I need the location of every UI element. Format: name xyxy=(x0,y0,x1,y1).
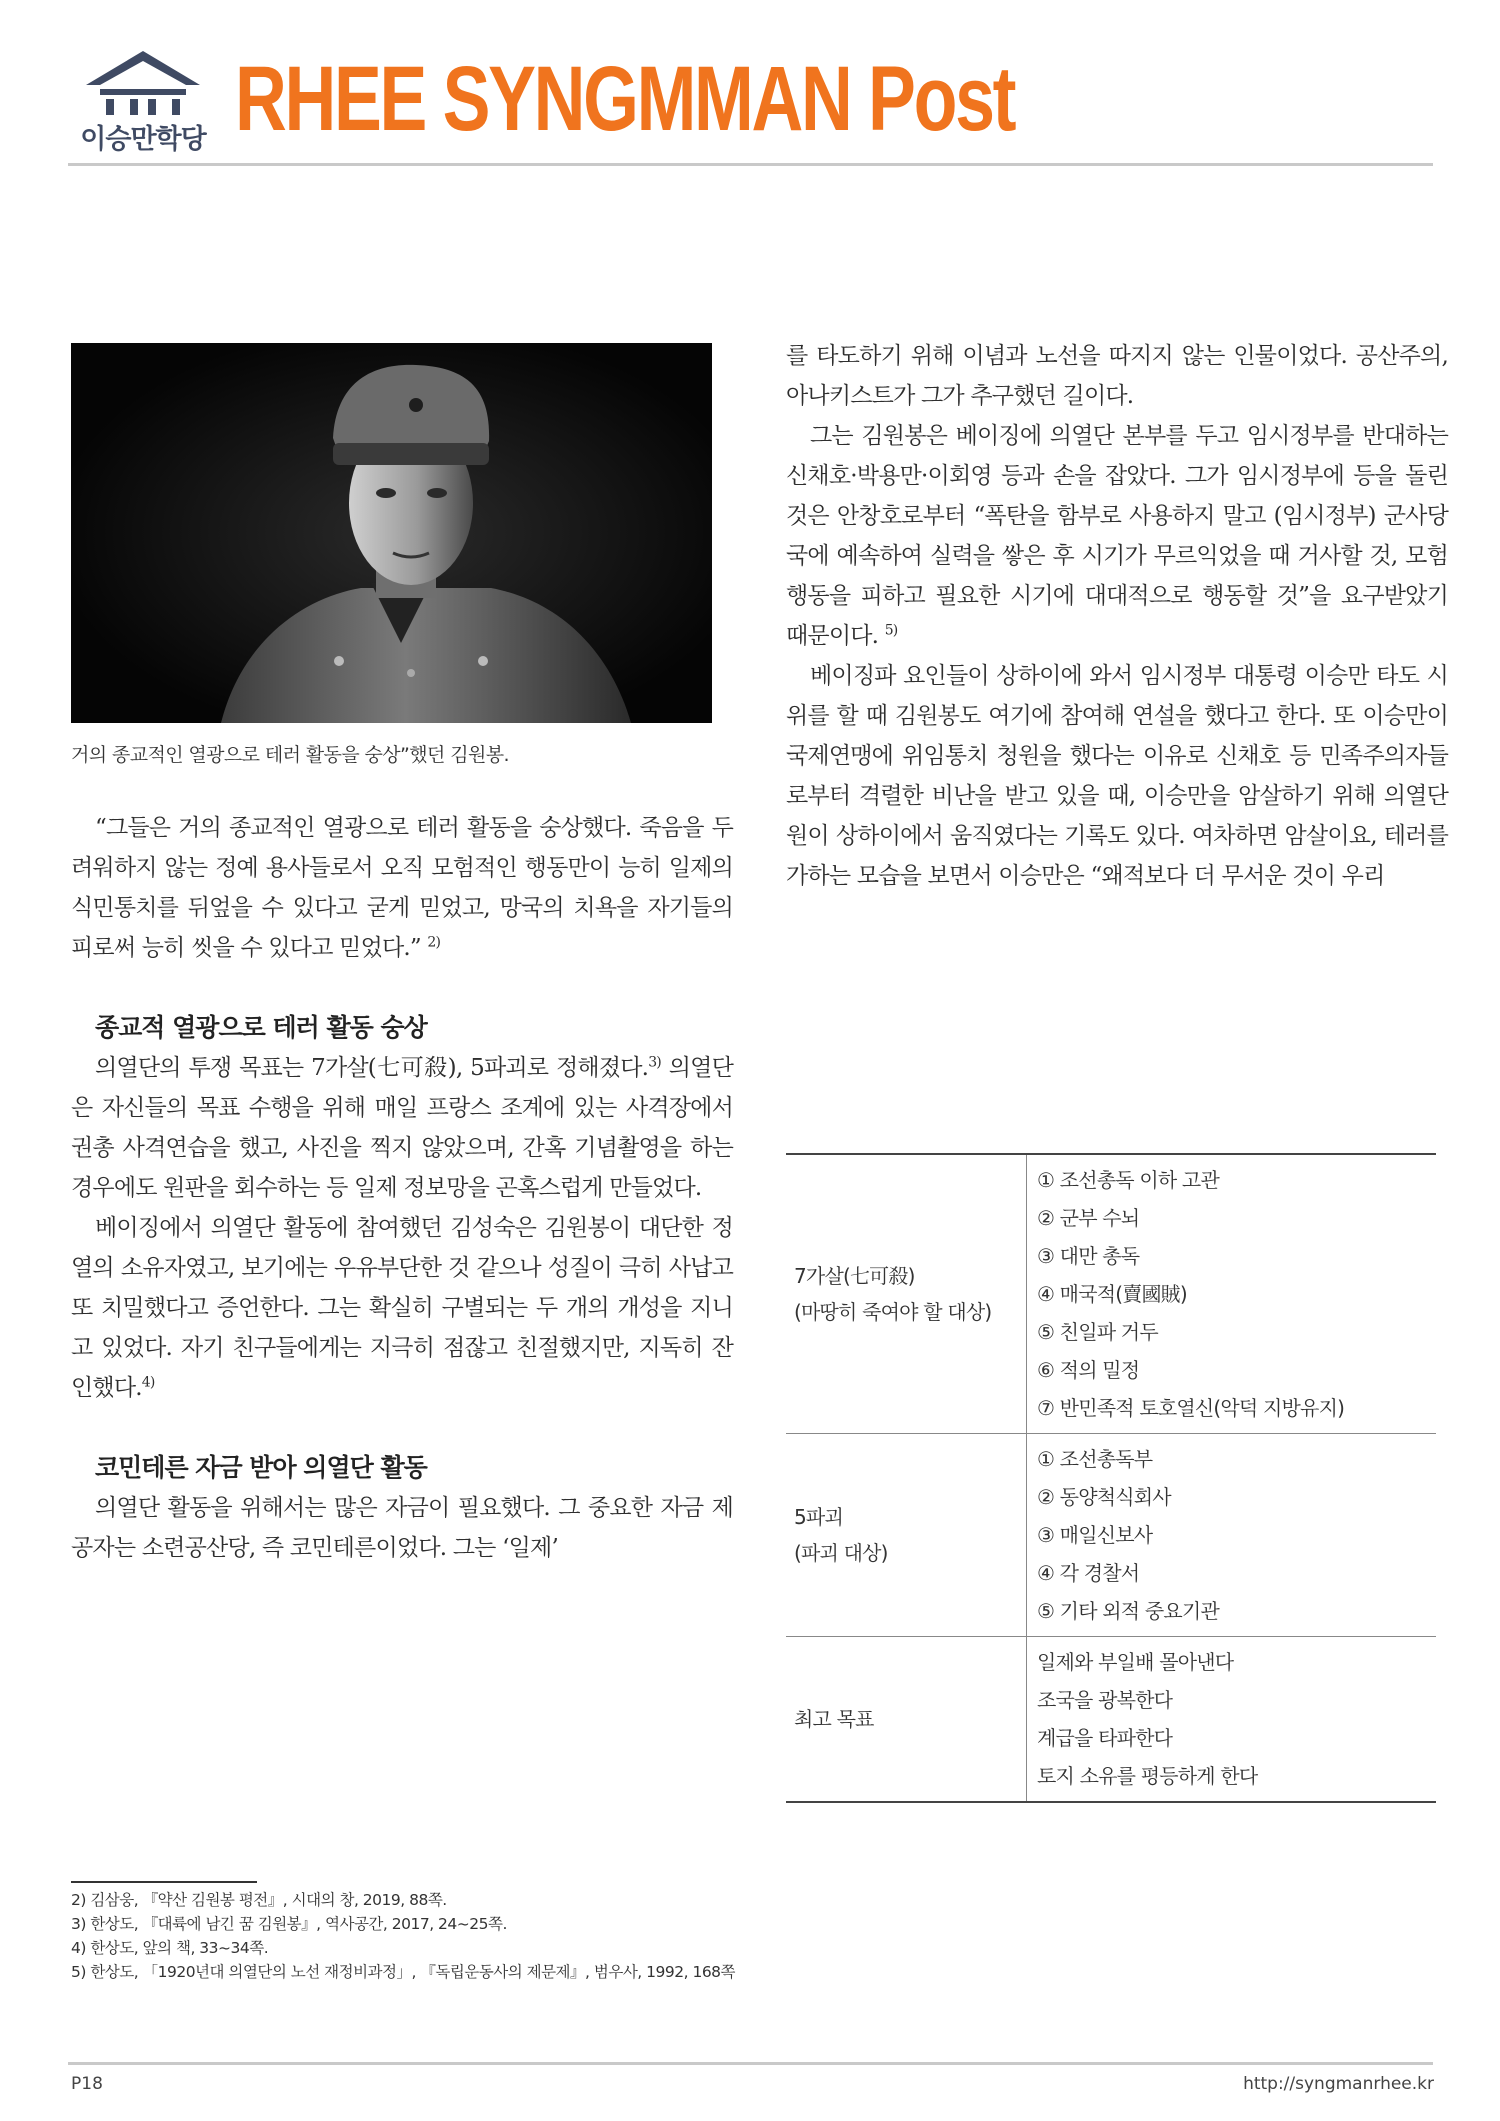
footnote: 5) 한상도, 「1920년대 의열단의 노선 재정비과정」, 『독립운동사의 제문제』, 범우사, 1992, 168쪽 xyxy=(71,1963,736,1981)
table-row xyxy=(786,1434,1436,1637)
list-item: ② 군부 수뇌 xyxy=(1037,1206,1140,1230)
list-item: ⑤ 친일파 거두 xyxy=(1037,1320,1158,1344)
uiyeoldan-goals-table xyxy=(786,1153,1436,1803)
list-item: ① 조선총독부 xyxy=(1037,1447,1153,1471)
footnote-ref[interactable]: 3) xyxy=(648,1054,661,1071)
items-cell xyxy=(1027,1637,1437,1803)
body-paragraph: 의열단 활동을 위해서는 많은 자금이 필요했다. 그 중요한 자금 제공자는 소련공산당, 즉 코민테른이었다. 그는 ‘일제’ xyxy=(71,1495,733,1561)
quote-paragraph xyxy=(71,808,733,968)
table-row xyxy=(786,1154,1436,1434)
footnote: 2) 김삼웅, 『약산 김원봉 평전』, 시대의 창, 2019, 88쪽. xyxy=(71,1891,447,1909)
body-text: 베이징에서 의열단 활동에 참여했던 김성숙은 김원봉이 대단한 정열의 소유자였고, 보기에는 우유부단한 것 같으나 성질이 극히 사납고 또 치밀했다고 증언한다. 그는 확실히 구별되는 두 개의 개성을 지니고 있었다. 자기 친구들에게는 지극히 점잖고 친절했지만, 지독히 잔인했다. xyxy=(71,1215,733,1401)
items-cell xyxy=(1027,1434,1437,1637)
footnote-ref[interactable]: 5) xyxy=(884,622,898,639)
category-cell xyxy=(786,1434,1027,1637)
publication-title: RHEE SYNGMMAN Post xyxy=(235,48,1015,150)
right-column xyxy=(786,336,1448,896)
table-row xyxy=(786,1637,1436,1803)
list-item: ③ 매일신보사 xyxy=(1037,1523,1153,1547)
footnote: 4) 한상도, 앞의 책, 33~34쪽. xyxy=(71,1939,269,1957)
school-logo[interactable] xyxy=(68,45,218,157)
category-label: 최고 목표 xyxy=(794,1707,874,1731)
portrait-image xyxy=(71,343,712,723)
body-paragraph xyxy=(71,1048,733,1208)
body-text: 그는 김원봉은 베이징에 의열단 본부를 두고 임시정부를 반대하는 신채호·박용만·이회영 등과 손을 잡았다. 그가 임시정부에 등을 돌린 것은 안창호로부터 “폭탄을 함부로 사용하지 말고 (임시정부) 군사당국에 예속하여 실력을 쌓은 후 시기가 무르익었을 때 거사할 것, 모험 행동을 피하고 필요한 시기에 대대적으로 행동할 것”을 요구받았기 때문이다. xyxy=(786,423,1448,649)
category-label: 7가살(七可殺) xyxy=(794,1264,915,1288)
category-cell xyxy=(786,1154,1027,1434)
header-divider xyxy=(68,163,1433,166)
section-heading-religious-zeal: 종교적 열광으로 테러 활동 숭상 xyxy=(95,1013,427,1042)
list-item: ③ 대만 총독 xyxy=(1037,1244,1140,1268)
footer-divider xyxy=(68,2062,1433,2065)
website-link[interactable]: http://syngmanrhee.kr xyxy=(1243,2074,1434,2094)
footnote: 3) 한상도, 『대륙에 남긴 꿈 김원봉』, 역사공간, 2017, 24~25쪽. xyxy=(71,1915,507,1933)
body-paragraph: 를 타도하기 위해 이념과 노선을 따지지 않는 인물이었다. 공산주의, 아나키스트가 그가 추구했던 길이다. xyxy=(786,343,1448,409)
footnotes xyxy=(71,1888,771,1984)
section-heading-comintern-funding: 코민테른 자금 받아 의열단 활동 xyxy=(95,1453,427,1482)
kim-won-bong-photo xyxy=(71,343,712,723)
list-item: 토지 소유를 평등하게 한다 xyxy=(1037,1764,1258,1788)
left-column xyxy=(71,808,733,1568)
list-item: ① 조선총독 이하 고관 xyxy=(1037,1168,1219,1192)
body-text: 의열단의 투쟁 목표는 7가살(七可殺), 5파괴로 정해졌다. xyxy=(95,1055,649,1081)
body-paragraph xyxy=(786,416,1448,656)
list-item: 일제와 부일배 몰아낸다 xyxy=(1037,1650,1234,1674)
footnote-divider xyxy=(71,1881,257,1883)
list-item: ④ 각 경찰서 xyxy=(1037,1561,1140,1585)
house-logo-icon xyxy=(82,49,204,119)
list-item: ⑦ 반민족적 토호열신(악덕 지방유지) xyxy=(1037,1396,1345,1420)
list-item: 계급을 타파한다 xyxy=(1037,1726,1173,1750)
body-paragraph xyxy=(71,1208,733,1408)
photo-caption: 거의 종교적인 열광으로 테러 활동을 숭상”했던 김원봉. xyxy=(71,744,509,766)
category-sublabel: (파괴 대상) xyxy=(794,1541,888,1565)
body-text: 의열단은 자신들의 목표 수행을 위해 매일 프랑스 조계에 있는 사격장에서 권총 사격연습을 했고, 사진을 찍지 않았으며, 간혹 기념촬영을 하는 경우에도 원판을 회수하는 등 일제 정보망을 곤혹스럽게 만들었다. xyxy=(71,1055,734,1201)
page-number: P18 xyxy=(71,2074,103,2094)
list-item: ④ 매국적(賣國賊) xyxy=(1037,1282,1187,1306)
footnote-ref[interactable]: 2) xyxy=(427,934,441,951)
category-cell xyxy=(786,1637,1027,1803)
items-cell xyxy=(1027,1154,1437,1434)
list-item: ⑥ 적의 밀정 xyxy=(1037,1358,1140,1382)
list-item: 조국을 광복한다 xyxy=(1037,1688,1173,1712)
masthead xyxy=(68,45,1433,157)
footnote-ref[interactable]: 4) xyxy=(141,1374,155,1391)
body-paragraph: 베이징파 요인들이 상하이에 와서 임시정부 대통령 이승만 타도 시위를 할 때 김원봉도 여기에 참여해 연설을 했다고 한다. 또 이승만이 국제연맹에 위임통치 청원을 했다는 이유로 신채호 등 민족주의자들로부터 격렬한 비난을 받고 있을 때, 이승만을 암살하기 위해 의열단원이 상하이에서 움직였다는 기록도 있다. 여차하면 암살이요, 테러를 가하는 모습을 보면서 이승만은 “왜적보다 더 무서운 것이 우리 xyxy=(786,663,1448,889)
category-sublabel: (마땅히 죽여야 할 대상) xyxy=(794,1300,992,1324)
list-item: ② 동양척식회사 xyxy=(1037,1485,1171,1509)
quote-text: “그들은 거의 종교적인 열광으로 테러 활동을 숭상했다. 죽음을 두려워하지 않는 정예 용사들로서 오직 모험적인 행동만이 능히 일제의 식민통치를 뒤엎을 수 있다고 굳게 믿었고, 망국의 치욕을 자기들의 피로써 능히 씻을 수 있다고 믿었다.” xyxy=(71,815,733,961)
list-item: ⑤ 기타 외적 중요기관 xyxy=(1037,1599,1219,1623)
category-label: 5파괴 xyxy=(794,1505,843,1529)
logo-text: 이승만학당 xyxy=(80,124,206,155)
